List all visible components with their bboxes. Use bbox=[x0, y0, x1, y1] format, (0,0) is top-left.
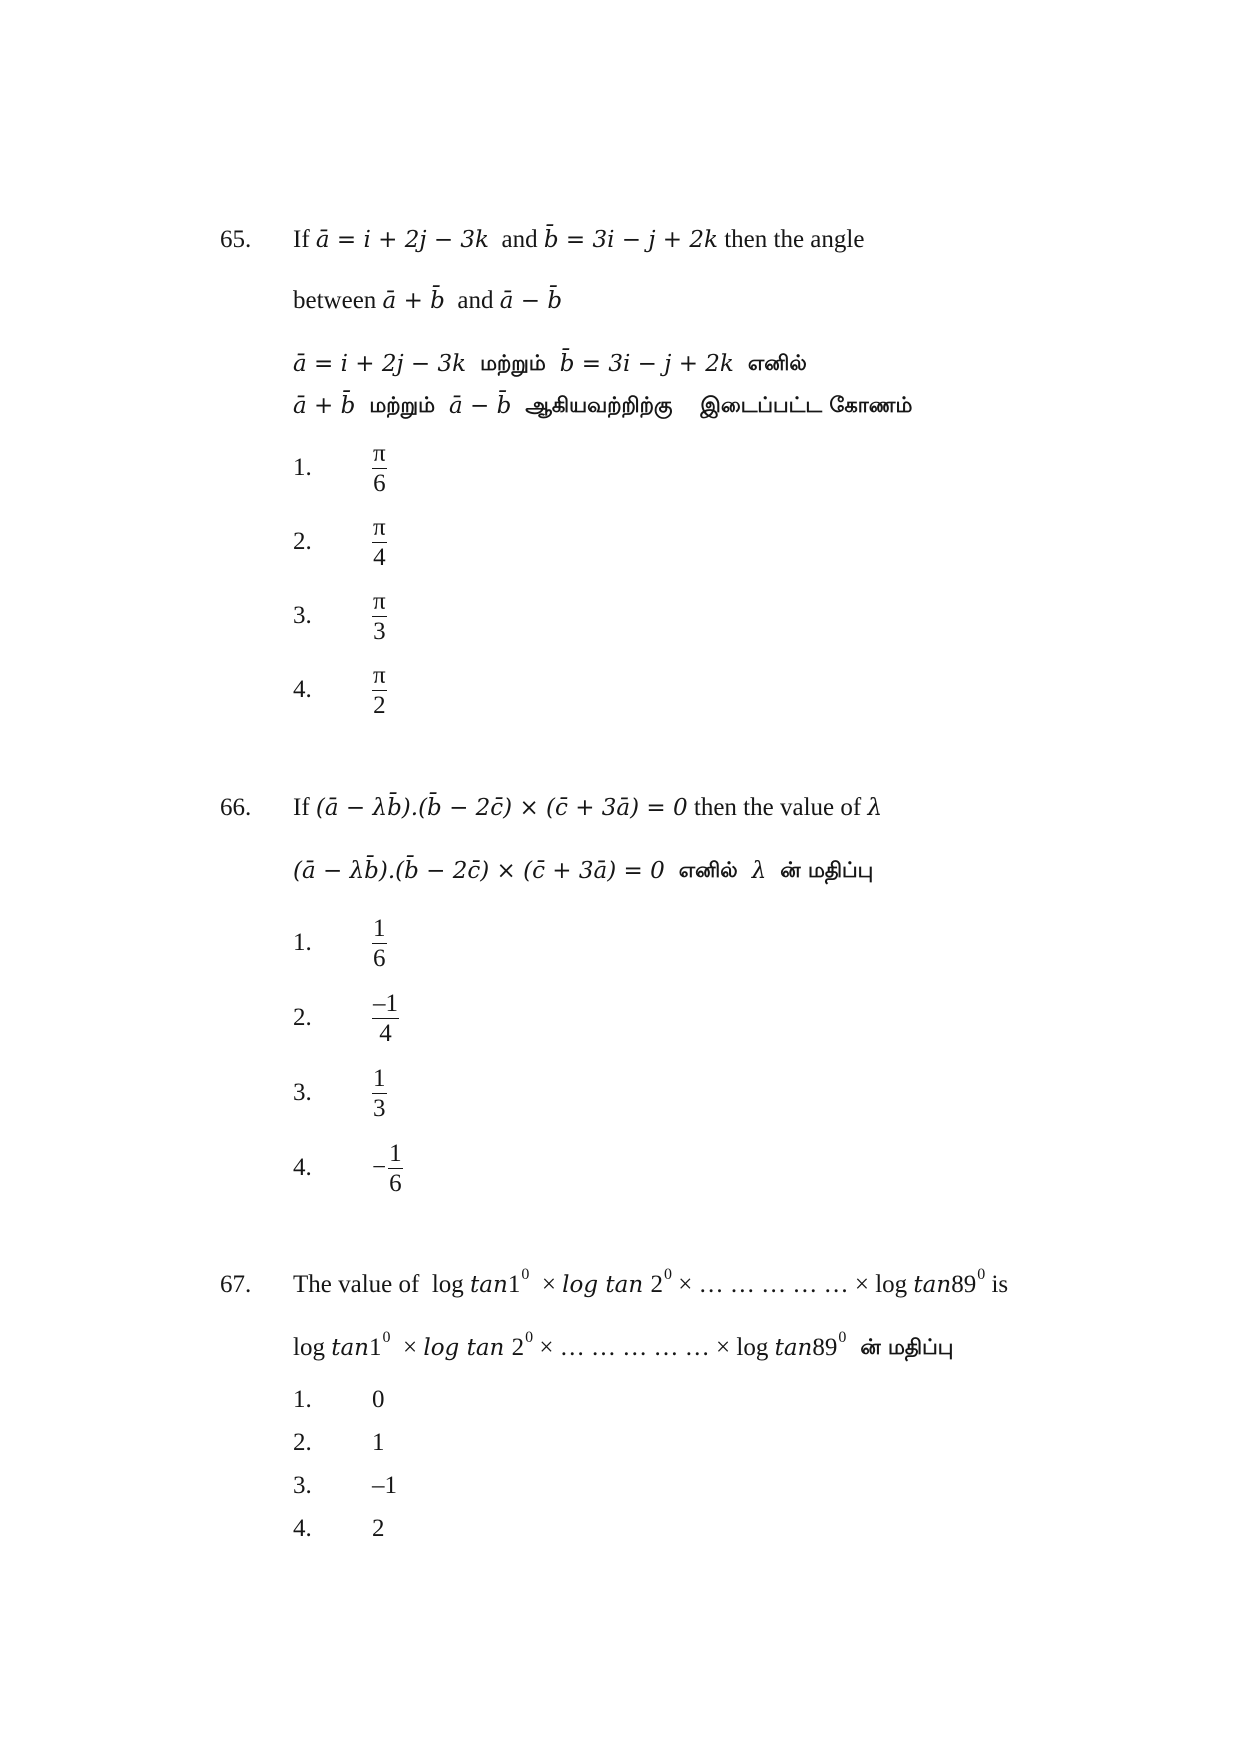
option bbox=[293, 1380, 1201, 1420]
option-label: 4. bbox=[293, 676, 312, 703]
tamil-question-line bbox=[293, 386, 1201, 426]
tamil-text: எனில் bbox=[678, 857, 738, 882]
math-expression: ā − b̄ bbox=[449, 393, 512, 419]
tamil-text: ன் மதிப்பு bbox=[780, 857, 874, 882]
fraction-denominator: 6 bbox=[373, 944, 386, 972]
text-run: 89 bbox=[812, 1334, 838, 1361]
fraction-denominator: 4 bbox=[372, 1018, 399, 1048]
math-expression: ā − b̄ bbox=[499, 288, 563, 314]
option-label: 4. bbox=[293, 1154, 312, 1181]
math-expression: b̄ = 3i − j + 2k bbox=[543, 227, 718, 253]
text-run: and bbox=[444, 287, 500, 314]
degree-superscript: 0 bbox=[521, 1266, 530, 1283]
math-expression: log tan bbox=[562, 1272, 651, 1298]
tamil-text: ஆகியவற்றிற்கு bbox=[525, 392, 673, 417]
fraction-numerator: π bbox=[373, 587, 386, 615]
math-expression: ā + b̄ bbox=[382, 288, 445, 314]
question-body bbox=[293, 1265, 1201, 1549]
text-run: then the value of bbox=[687, 794, 868, 821]
option-label: 3. bbox=[293, 1079, 312, 1106]
option-value bbox=[372, 661, 387, 720]
text-run: If bbox=[293, 794, 316, 821]
text-run: × bbox=[529, 1271, 563, 1298]
tamil-question-line bbox=[293, 344, 1201, 384]
math-expression: b̄ = 3i − j + 2k bbox=[559, 351, 734, 377]
option-value bbox=[372, 1064, 387, 1123]
option-value: 2 bbox=[372, 1515, 385, 1542]
degree-superscript: 0 bbox=[525, 1329, 534, 1346]
fraction-numerator: π bbox=[373, 439, 386, 467]
degree-superscript: 0 bbox=[382, 1329, 391, 1346]
fraction bbox=[372, 661, 387, 720]
text-run: × … … … … … × log bbox=[533, 1334, 775, 1361]
tamil-question-line bbox=[293, 851, 1201, 891]
math-expression: λ bbox=[867, 795, 883, 821]
option-value: –1 bbox=[372, 1472, 397, 1499]
text-run: 1 bbox=[507, 1271, 521, 1298]
fraction-denominator: 3 bbox=[373, 1094, 386, 1122]
degree-superscript: 0 bbox=[838, 1329, 847, 1346]
option-value: 1 bbox=[372, 1429, 385, 1456]
text-run: If bbox=[293, 226, 316, 253]
option-value bbox=[372, 439, 387, 498]
tamil-question-line bbox=[293, 1328, 1201, 1368]
fraction bbox=[372, 587, 387, 646]
option-label: 1. bbox=[293, 929, 312, 956]
fraction-numerator: –1 bbox=[373, 989, 398, 1017]
fraction-numerator: 1 bbox=[373, 914, 386, 942]
tamil-text: எனில் bbox=[747, 350, 807, 375]
fraction-numerator: π bbox=[373, 661, 386, 689]
math-expression: tan bbox=[913, 1272, 952, 1298]
text-run: between bbox=[293, 287, 383, 314]
math-expression: ā = i + 2j − 3k bbox=[315, 227, 489, 253]
question-number: 67. bbox=[220, 1271, 252, 1298]
option-label: 1. bbox=[293, 454, 312, 481]
option-value: 0 bbox=[372, 1386, 385, 1413]
fraction-denominator: 2 bbox=[373, 691, 386, 719]
text-run: is bbox=[985, 1271, 1009, 1298]
math-expression: tan bbox=[774, 1335, 813, 1361]
options-list bbox=[293, 1380, 1201, 1549]
fraction bbox=[372, 513, 387, 572]
degree-superscript: 0 bbox=[664, 1266, 672, 1283]
text-run: The value of log bbox=[293, 1271, 471, 1298]
option bbox=[293, 585, 1201, 647]
tamil-text: இடைப்பட்ட கோணம் bbox=[700, 392, 913, 417]
fraction bbox=[388, 1139, 403, 1198]
option bbox=[293, 987, 1201, 1049]
option-value bbox=[372, 1139, 403, 1198]
option bbox=[293, 912, 1201, 974]
math-expression: λ bbox=[751, 858, 767, 884]
text-run: × bbox=[390, 1334, 424, 1361]
fraction bbox=[372, 914, 387, 973]
text-run: 2 bbox=[650, 1271, 663, 1298]
option-label: 2. bbox=[293, 1004, 312, 1031]
question-number: 66. bbox=[220, 794, 252, 821]
fraction bbox=[372, 989, 399, 1048]
text-run: 89 bbox=[951, 1271, 977, 1298]
option bbox=[293, 1062, 1201, 1124]
text-run: and bbox=[489, 226, 544, 253]
fraction-denominator: 6 bbox=[373, 469, 386, 497]
option bbox=[293, 437, 1201, 499]
degree-superscript: 0 bbox=[977, 1266, 986, 1283]
text-run: then the angle bbox=[717, 226, 865, 253]
math-expression: ā + b̄ bbox=[293, 393, 356, 419]
english-question-line bbox=[293, 281, 1201, 321]
fraction bbox=[372, 1064, 387, 1123]
fraction-numerator: 1 bbox=[373, 1064, 386, 1092]
fraction-denominator: 3 bbox=[373, 617, 386, 645]
option-label: 3. bbox=[293, 602, 312, 629]
fraction-numerator: 1 bbox=[389, 1139, 402, 1167]
option-value bbox=[372, 989, 399, 1048]
option-value bbox=[372, 587, 387, 646]
tamil-text: மற்றும் bbox=[480, 350, 546, 375]
option bbox=[293, 1137, 1201, 1199]
tamil-text: ன் மதிப்பு bbox=[860, 1334, 954, 1359]
math-expression: (ā − λb̄).(b̄ − 2c̄) × (c̄ + 3ā) = 0 bbox=[293, 858, 665, 884]
option bbox=[293, 1509, 1201, 1549]
math-expression: (ā − λb̄).(b̄ − 2c̄) × (c̄ + 3ā) = 0 bbox=[315, 795, 688, 821]
fraction-sign: − bbox=[372, 1154, 387, 1181]
english-question-line bbox=[293, 1265, 1201, 1305]
question-65 bbox=[220, 220, 1201, 721]
text-run: 1 bbox=[368, 1334, 382, 1361]
fraction bbox=[372, 439, 387, 498]
options-list bbox=[293, 437, 1201, 721]
math-expression: tan bbox=[470, 1272, 508, 1298]
option-label: 2. bbox=[293, 528, 312, 555]
option-label: 4. bbox=[293, 1515, 312, 1542]
question-67 bbox=[220, 1265, 1201, 1549]
option bbox=[293, 1466, 1201, 1506]
option bbox=[293, 511, 1201, 573]
option bbox=[293, 659, 1201, 721]
option-value bbox=[372, 513, 387, 572]
option-label: 3. bbox=[293, 1472, 312, 1499]
question-body bbox=[293, 788, 1201, 1199]
option-label: 1. bbox=[293, 1386, 312, 1413]
fraction-denominator: 4 bbox=[373, 543, 386, 571]
math-expression: log tan bbox=[423, 1335, 512, 1361]
question-body bbox=[293, 220, 1201, 721]
option-label: 2. bbox=[293, 1429, 312, 1456]
option bbox=[293, 1423, 1201, 1463]
option-value bbox=[372, 914, 387, 973]
math-expression: tan bbox=[331, 1335, 369, 1361]
text-run: log bbox=[293, 1334, 332, 1361]
question-66 bbox=[220, 788, 1201, 1199]
english-question-line bbox=[293, 788, 1201, 828]
text-run: 2 bbox=[511, 1334, 525, 1361]
math-expression: ā = i + 2j − 3k bbox=[293, 351, 467, 377]
fraction-denominator: 6 bbox=[389, 1169, 402, 1197]
text-run: × … … … … … × log bbox=[672, 1271, 914, 1298]
tamil-text: மற்றும் bbox=[369, 392, 435, 417]
fraction-numerator: π bbox=[373, 513, 386, 541]
options-list bbox=[293, 912, 1201, 1199]
english-question-line bbox=[293, 220, 1201, 260]
question-number: 65. bbox=[220, 226, 252, 253]
